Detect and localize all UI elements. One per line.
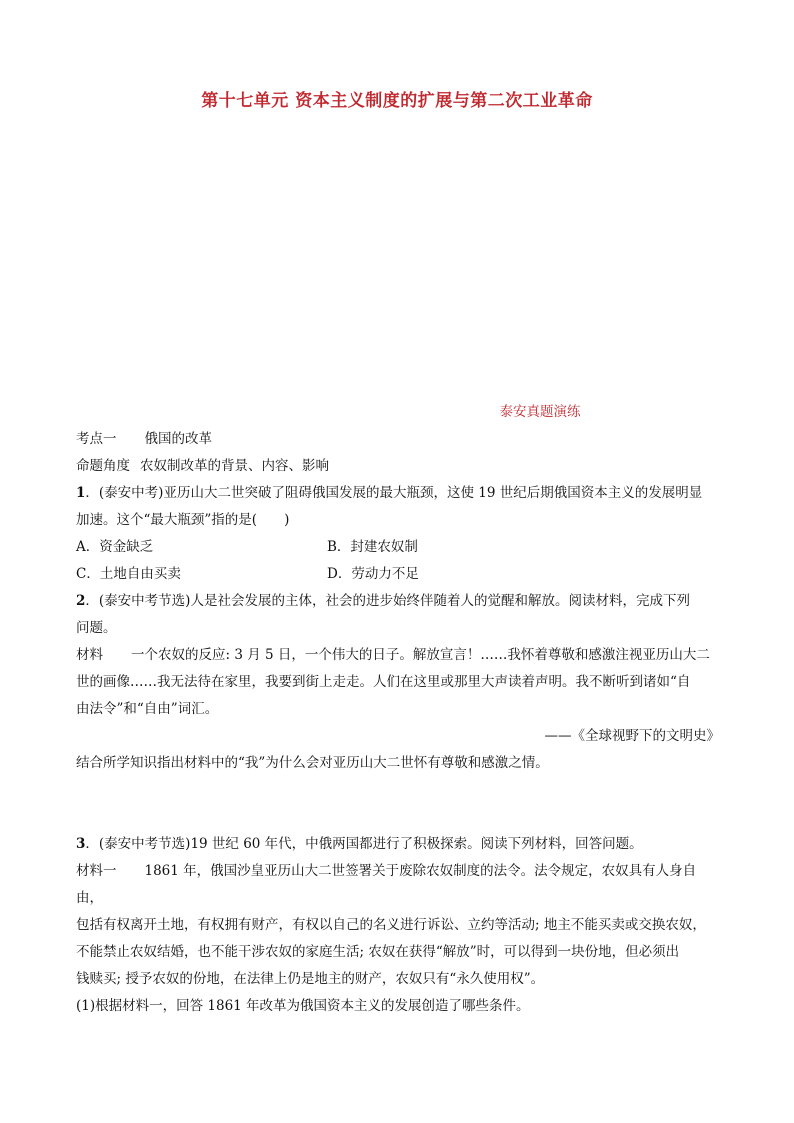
q3-material-line4: 钱赎买; 授予农奴的份地，在法律上仍是地主的财产，农奴只有“永久使用权”。 bbox=[76, 971, 545, 987]
kaodian-text: 俄国的改革 bbox=[144, 431, 212, 447]
page-title: 第十七单元 资本主义制度的扩展与第二次工业革命 bbox=[201, 91, 593, 111]
section-label: 泰安真题演练 bbox=[499, 404, 581, 420]
q3-material-line3: 不能禁止农奴结婚，也不能干涉农奴的家庭生活; 农奴在获得“解放”时，可以得到一块份地，但必须出 bbox=[76, 944, 680, 960]
option-a: A．资金缺乏 bbox=[76, 539, 154, 555]
jiaodu-line bbox=[76, 453, 720, 480]
q2-question: 结合所学知识指出材料中的“我”为什么会对亚历山大二世怀有尊敬和感激之情。 bbox=[76, 755, 549, 771]
q3-material-line2: 包括有权离开土地，有权拥有财产，有权以自己的名义进行诉讼、立约等活动; 地主不能买卖或交换农奴， bbox=[76, 917, 706, 933]
q1-options-row2 bbox=[76, 561, 720, 588]
q2-material-label: 材料 bbox=[76, 647, 103, 663]
q3-number: 3 bbox=[76, 836, 86, 852]
jiaodu-label: 命题角度 bbox=[76, 458, 130, 474]
q2-source: ——《全球视野下的文明史》 bbox=[544, 728, 720, 744]
option-c: C．土地自由买卖 bbox=[76, 566, 181, 582]
option-d: D．劳动力不足 bbox=[327, 566, 419, 582]
answer-space bbox=[76, 777, 720, 831]
option-b: B．封建农奴制 bbox=[327, 539, 418, 555]
q2-material-line3: 由法令”和“自由”词汇。 bbox=[76, 701, 219, 717]
kaodian-line bbox=[76, 426, 720, 453]
q3-sub1: (1)根据材料一，回答 1861 年改革为俄国资本主义的发展创造了哪些条件。 bbox=[76, 998, 530, 1014]
q1-line1: 1．(泰安中考)亚历山大二世突破了阻碍俄国发展的最大瓶颈，这使 19 世纪后期俄国资本主义的发展明显 bbox=[76, 485, 703, 501]
q2-number: 2 bbox=[76, 593, 86, 609]
q2-material-line2: 世的画像……我无法待在家里，我要到街上走走。人们在这里或那里大声读着声明。我不断听到诸如“自 bbox=[76, 674, 691, 690]
q2-material-line1: 材料 一个农奴的反应: 3 月 5 日，一个伟大的日子。解放宣言！……我怀着尊敬和感激注视亚历山大二 bbox=[76, 647, 710, 663]
q3-material-label: 材料一 bbox=[76, 863, 117, 879]
q2-line2: 问题。 bbox=[76, 620, 117, 636]
q1-line2: 加速。这个“最大瓶颈”指的是( ) bbox=[76, 512, 290, 528]
document-body bbox=[76, 426, 720, 1020]
q1-options-row1 bbox=[76, 534, 720, 561]
q3-line1: 3．(泰安中考节选)19 世纪 60 年代，中俄两国都进行了积极探索。阅读下列材料，回答问题。 bbox=[76, 836, 643, 852]
kaodian-label: 考点一 bbox=[76, 431, 117, 447]
q1-number: 1 bbox=[76, 485, 86, 501]
q2-line1: 2．(泰安中考节选)人是社会发展的主体，社会的进步始终伴随着人的觉醒和解放。阅读材料，完成下列 bbox=[76, 593, 690, 609]
q3-material-line1: 材料一 1861 年，俄国沙皇亚历山大二世签署关于废除农奴制度的法令。法令规定，农奴具有人身自由， bbox=[76, 863, 697, 906]
jiaodu-text: 农奴制改革的背景、内容、影响 bbox=[140, 458, 329, 474]
